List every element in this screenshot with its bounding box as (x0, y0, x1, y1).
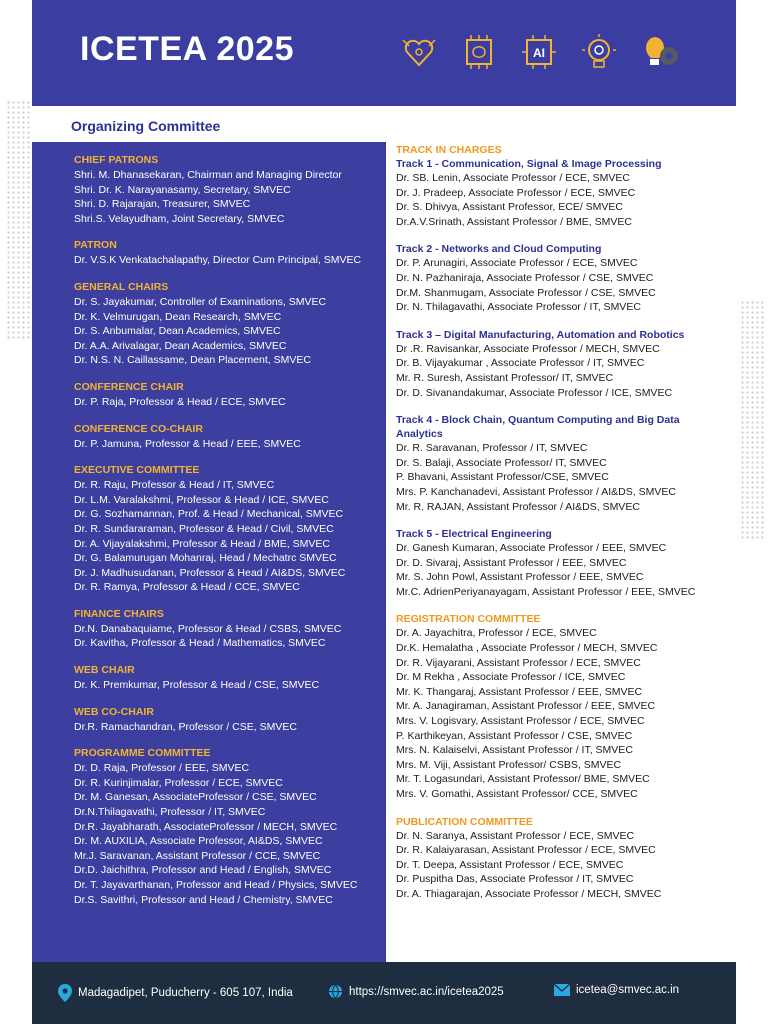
member-line: Mr. T. Logasundari, Assistant Professor/ BME, SMVEC (396, 773, 650, 786)
member-line: Dr.N.Thilagavathi, Professor / IT, SMVEC (74, 806, 266, 819)
member-line: Dr. K. Premkumar, Professor & Head / CSE, SMVEC (74, 679, 320, 692)
track-block (396, 527, 732, 599)
committee-heading: FINANCE CHAIRS (74, 607, 164, 620)
member-line: Mrs. P. Kanchanadevi, Assistant Professor / AI&DS, SMVEC (396, 485, 676, 498)
committee-heading: REGISTRATION COMMITTEE (396, 613, 541, 626)
member-line: Dr.N. Danabaquiame, Professor & Head / CSBS, SMVEC (74, 622, 342, 635)
track-title: Track 3 – Digital Manufacturing, Automation and Robotics (396, 328, 685, 341)
track-title: Track 5 - Electrical Engineering (396, 528, 552, 541)
member-line: Dr. B. Vijayakumar , Associate Professor / IT, SMVEC (396, 357, 645, 370)
member-line: Dr. L.M. Varalakshmi, Professor & Head / ICE, SMVEC (74, 493, 329, 506)
member-line: Dr. G. Sozhamannan, Prof. & Head / Mechanical, SMVEC (74, 508, 344, 521)
member-line: Dr. S. Jayakumar, Controller of Examinations, SMVEC (74, 295, 327, 308)
member-line: Dr. P. Jamuna, Professor & Head / EEE, SMVEC (74, 437, 301, 450)
member-line: Shri. M. Dhanasekaran, Chairman and Managing Director (74, 169, 342, 181)
gear-bulb-icon (576, 28, 622, 76)
member-line: Dr. A.A. Arivalagar, Dean Academics, SMVEC (74, 339, 287, 352)
member-line: Dr .R. Ravisankar, Associate Professor / MECH, SMVEC (396, 342, 660, 355)
member-line: Shri. D. Rajarajan, Treasurer, SMVEC (74, 198, 251, 211)
member-line: Dr. N. Pazhaniraja, Associate Professor / CSE, SMVEC (396, 271, 654, 284)
member-line: P. Bhavani, Assistant Professor/CSE, SMVEC (396, 471, 609, 484)
section-title: Organizing Committee (71, 118, 221, 134)
member-line: Dr.D. Jaichithra, Professor and Head / English, SMVEC (74, 864, 332, 877)
member-line: Dr. N. Thilagavathi, Associate Professor / IT, SMVEC (396, 301, 641, 314)
member-line: Dr. R. Kalaiyarasan, Assistant Professor / ECE, SMVEC (396, 844, 656, 857)
track-in-charges (396, 143, 732, 599)
committee-group (396, 612, 732, 801)
globe-icon (328, 984, 343, 999)
member-line: Dr. J. Madhusudanan, Professor & Head / AI&DS, SMVEC (74, 566, 346, 579)
committee-group (74, 280, 392, 368)
member-line: Dr. R. Ramya, Professor & Head / CCE, SMVEC (74, 581, 300, 594)
member-line: Mr. S. John Powl, Assistant Professor / EEE, SMVEC (396, 571, 644, 584)
member-line: Dr.R. Jayabharath, AssociateProfessor / MECH, SMVEC (74, 820, 338, 833)
member-line: Dr. R. Vijayarani, Assistant Professor / ECE, SMVEC (396, 656, 641, 669)
member-line: Dr. G. Balamurugan Mohanraj, Head / Mechatrc SMVEC (74, 552, 337, 565)
committee-heading: PROGRAMME COMMITTEE (74, 747, 211, 760)
track-title: Track 4 - Block Chain, Quantum Computing and Big Data Analytics (396, 414, 680, 441)
member-line: Dr. D. Sivaraj, Assistant Professor / EEE, SMVEC (396, 556, 627, 569)
member-line: Dr. Puspitha Das, Associate Professor / IT, SMVEC (396, 873, 634, 886)
member-line: Dr. R. Saravanan, Professor / IT, SMVEC (396, 442, 588, 455)
member-line: Dr. Ganesh Kumaran, Associate Professor / EEE, SMVEC (396, 542, 667, 555)
member-line: Mr. R. RAJAN, Assistant Professor / AI&DS, SMVEC (396, 500, 640, 513)
member-line: Shri.S. Velayudham, Joint Secretary, SMVEC (74, 212, 285, 225)
header-banner (32, 0, 736, 106)
svg-text:AI: AI (533, 46, 545, 60)
footer (32, 962, 736, 1024)
member-line: Mr. R. Suresh, Assistant Professor/ IT, SMVEC (396, 371, 614, 384)
track-title: Track 1 - Communication, Signal & Image Processing (396, 158, 662, 170)
member-line: Dr. A. Thiagarajan, Associate Professor / MECH, SMVEC (396, 887, 662, 900)
poster-page (32, 0, 736, 1024)
committee-group (74, 380, 392, 410)
committee-heading: CONFERENCE CO-CHAIR (74, 422, 203, 435)
left-committee-column (74, 153, 392, 919)
ai-chip-icon (516, 28, 562, 76)
committee-group (74, 153, 392, 226)
member-line: Mrs. V. Logisvary, Assistant Professor / ECE, SMVEC (396, 715, 645, 728)
member-line: Dr.S. Savithri, Professor and Head / Chemistry, SMVEC (74, 893, 333, 906)
member-line: Dr.K. Hemalatha , Associate Professor / MECH, SMVEC (396, 642, 658, 655)
member-line: Dr. T. Deepa, Assistant Professor / ECE, SMVEC (396, 858, 624, 871)
member-line: Dr. A. Vijayalakshmi, Professor & Head / BME, SMVEC (74, 537, 330, 550)
track-block (396, 413, 732, 514)
committee-group (74, 238, 392, 268)
member-line: Dr. N. Saranya, Assistant Professor / ECE, SMVEC (396, 829, 635, 842)
committee-group (74, 422, 392, 452)
right-groups (396, 612, 732, 901)
committee-heading: EXECUTIVE COMMITTEE (74, 464, 200, 477)
member-line: Dr. S. Dhivya, Assistant Professor, ECE/ SMVEC (396, 201, 623, 214)
track-block (396, 328, 732, 400)
conference-title: ICETEA 2025 (80, 30, 294, 68)
member-line: Dr.A.V.Srinath, Assistant Professor / BME, SMVEC (396, 215, 632, 228)
dot-pattern-right (740, 300, 764, 540)
member-line: Mrs. N. Kalaiselvi, Assistant Professor / IT, SMVEC (396, 744, 633, 757)
member-line: P. Karthikeyan, Assistant Professor / CSE, SMVEC (396, 729, 633, 742)
address-text: Madagadipet, Puducherry - 605 107, India (78, 987, 293, 999)
committee-heading: CHIEF PATRONS (74, 154, 159, 166)
member-line: Dr. R. Sundararaman, Professor & Head / Civil, SMVEC (74, 522, 334, 535)
heart-circuit-icon (396, 28, 442, 76)
committee-heading: CONFERENCE CHAIR (74, 380, 184, 393)
track-in-charges-heading: TRACK IN CHARGES (396, 144, 502, 156)
member-line: Shri. Dr. K. Narayanasamy, Secretary, SMVEC (74, 183, 291, 196)
member-line: Dr. P. Raja, Professor & Head / ECE, SMVEC (74, 395, 286, 408)
member-line: Dr. R. Kurinjimalar, Professor / ECE, SMVEC (74, 776, 283, 789)
lightbulb-gear-icon (636, 28, 682, 76)
committee-group (74, 663, 392, 693)
member-line: Dr. T. Jayavarthanan, Professor and Head / Physics, SMVEC (74, 879, 358, 891)
track-block (396, 242, 732, 314)
member-line: Dr. R. Raju, Professor & Head / IT, SMVEC (74, 479, 275, 492)
member-line: Dr. P. Arunagiri, Associate Professor / ECE, SMVEC (396, 257, 638, 270)
email-item[interactable] (554, 984, 679, 996)
website-link[interactable]: https://smvec.ac.in/icetea2025 (349, 985, 504, 998)
member-line: Dr. M. Ganesan, AssociateProfessor / CSE, SMVEC (74, 791, 317, 804)
member-line: Dr. S. Balaji, Associate Professor/ IT, SMVEC (396, 456, 607, 469)
member-line: Dr. K. Velmurugan, Dean Research, SMVEC (74, 310, 282, 323)
email-link[interactable]: icetea@smvec.ac.in (576, 984, 680, 996)
committee-heading: WEB CO-CHAIR (74, 705, 154, 718)
committee-group (396, 815, 732, 902)
right-committee-column (396, 143, 732, 915)
member-line: Mr. A. Janagiraman, Assistant Professor / EEE, SMVEC (396, 700, 656, 713)
committee-group (74, 746, 392, 907)
committee-heading: PATRON (74, 239, 117, 252)
dot-pattern-left (6, 100, 30, 340)
member-line: Mr. K. Thangaraj, Assistant Professor / EEE, SMVEC (396, 685, 643, 698)
track-block (396, 157, 732, 229)
website-item[interactable] (328, 984, 504, 999)
track-title: Track 2 - Networks and Cloud Computing (396, 243, 602, 256)
member-line: Dr. S. Anbumalar, Dean Academics, SMVEC (74, 325, 281, 338)
mail-icon (554, 984, 570, 996)
member-line: Mr.C. AdrienPeriyanayagam, Assistant Professor / EEE, SMVEC (396, 585, 696, 598)
member-line: Dr.M. Shanmugam, Associate Professor / CSE, SMVEC (396, 286, 656, 299)
member-line: Dr. N.S. N. Caillassame, Dean Placement, SMVEC (74, 354, 311, 367)
member-line: Dr.R. Ramachandran, Professor / CSE, SMVEC (74, 720, 297, 733)
location-pin-icon (58, 984, 72, 1002)
member-line: Dr. M. AUXILIA, Associate Professor, AI&DS, SMVEC (74, 835, 323, 848)
member-line: Dr. J. Pradeep, Associate Professor / ECE, SMVEC (396, 186, 636, 199)
address-item (58, 984, 293, 1002)
header-icons (396, 28, 682, 76)
member-line: Dr. A. Jayachitra, Professor / ECE, SMVEC (396, 627, 597, 640)
committee-heading: PUBLICATION COMMITTEE (396, 815, 533, 828)
member-line: Dr. SB. Lenin, Associate Professor / ECE, SMVEC (396, 172, 631, 184)
committee-group (74, 463, 392, 595)
committee-heading: WEB CHAIR (74, 664, 135, 677)
committee-heading: GENERAL CHAIRS (74, 280, 169, 293)
member-line: Dr. D. Sivanandakumar, Associate Professor / ICE, SMVEC (396, 386, 673, 399)
member-line: Dr. M Rekha , Associate Professor / ICE, SMVEC (396, 671, 626, 684)
member-line: Mrs. V. Gomathi, Assistant Professor/ CCE, SMVEC (396, 788, 638, 800)
member-line: Dr. Kavitha, Professor & Head / Mathematics, SMVEC (74, 637, 326, 650)
member-line: Mr.J. Saravanan, Assistant Professor / CCE, SMVEC (74, 849, 321, 862)
brain-chip-icon (456, 28, 502, 76)
member-line: Dr. D. Raja, Professor / EEE, SMVEC (74, 762, 250, 775)
committee-group (74, 705, 392, 735)
member-line: Dr. V.S.K Venkatachalapathy, Director Cum Principal, SMVEC (74, 254, 362, 267)
member-line: Mrs. M. Viji, Assistant Professor/ CSBS, SMVEC (396, 758, 622, 771)
committee-group (74, 607, 392, 651)
